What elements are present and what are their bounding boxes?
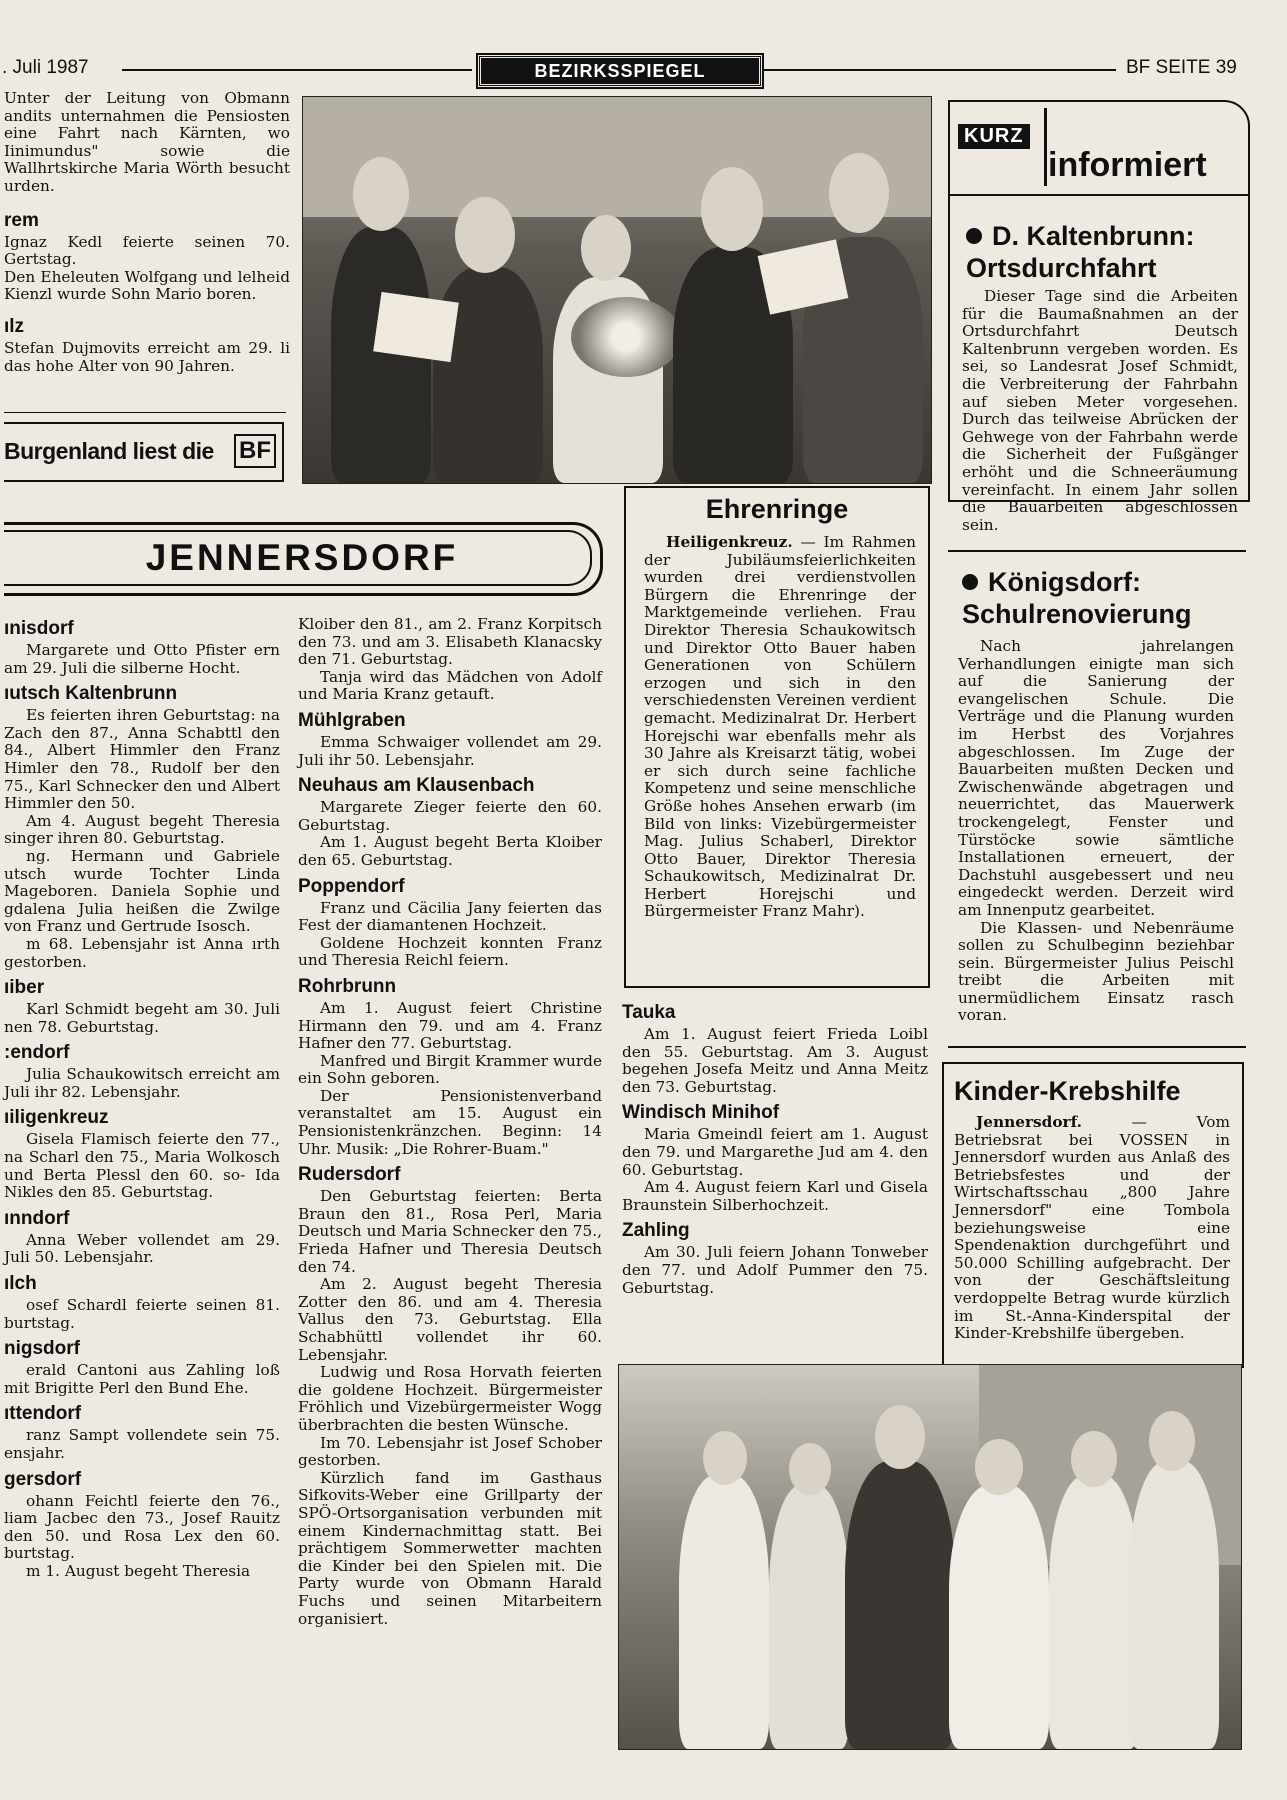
bullet-icon (966, 228, 982, 244)
person-figure (949, 1485, 1049, 1749)
place-text: Am 2. August begeht Theresia Zotter den 86. und am 4. Theresia Vallus den 73. Geburtstag. Ella Schabhüttl vollendet ihr 60. Lebensjahr. (298, 1275, 602, 1364)
place-heading: Mühlgraben (298, 709, 406, 731)
page-number: BF SEITE 39 (1126, 57, 1237, 78)
person-head (353, 157, 409, 231)
jennersdorf-col-1 (4, 612, 280, 1581)
place-heading: Zahling (622, 1220, 690, 1242)
place-heading: Rohrbrunn (298, 975, 397, 997)
kurz-informiert-box (948, 100, 1250, 534)
kurz-article-2-text: Nach jahrelangen Verhandlungen einigte man sich auf die Sanierung der evangelischen Schule. Die Verträge und die Planung wurden im Herbst des Vorjahres abgeschlossen. Im Zuge der Bauarbeiten mußten Decken und Zwischenwände abgetragen und neuerrichtet, das Mauerwerk trockengelegt, Fenster und Türstöcke sowie sämtliche Installationen erneuert, der Dachstuhl ausgebessert und neu eingedeckt werden. Derzeit wird am Innenputz gearbeitet. (958, 637, 1234, 919)
promo-box (4, 422, 284, 482)
place-text: osef Schardl feierte seinen 81. burtstag. (4, 1296, 280, 1332)
top-left-text: Stefan Dujmovits erreicht am 29. li das hohe Alter von 90 Jahren. (4, 338, 290, 375)
place-text: Julia Schaukowitsch erreicht am Juli ihr 82. Lebensjahr. (4, 1065, 280, 1101)
promo-text: Burgenland liest die (4, 438, 214, 464)
kurz-divider (1044, 108, 1047, 186)
top-left-heading-1: rem (4, 209, 39, 231)
person-figure (1129, 1461, 1219, 1749)
place-text: Tanja wird das Mädchen von Adolf und Maria Kranz getauft. (298, 667, 602, 704)
place-text: Den Geburtstag feierten: Berta Braun den 81., Rosa Perl, Maria Deutsch und Maria Schnecker den 75., Frieda Hafner und Theresia Deutsch den 74. (298, 1187, 602, 1276)
place-text: Kürzlich fand im Gasthaus Sifkovits-Weber eine Grillparty der SPÖ-Ortsorganisation verbunden mit einem Kindernachmittag statt. Bei prächtigem Sommerwetter machten die Kinder bei den Spielen mit. Die Party wurde von Obmann Harald Fuchs und seinen Mitarbeitern organisiert. (298, 1468, 602, 1628)
jennersdorf-col-2 (298, 616, 602, 1628)
place-text: Im 70. Lebensjahr ist Josef Schober gestorben. (298, 1433, 602, 1470)
place-heading: ıutsch Kaltenbrunn (4, 683, 178, 705)
krebshilfe-title: Kinder-Krebshilfe (954, 1076, 1181, 1106)
person-head (1071, 1431, 1117, 1487)
kurz-title: informiert (1048, 146, 1207, 184)
place-text: Maria Gmeindl feiert am 1. August den 79. und Margarethe Jud am 4. den 60. Geburtstag. (622, 1125, 928, 1179)
person-head (701, 167, 763, 251)
place-text: Am 4. August begeht Theresia singer ihren 80. Geburtstag. (4, 811, 280, 848)
place-heading: ınndorf (4, 1207, 70, 1229)
place-heading: Tauka (622, 1002, 676, 1023)
place-text: Margarete Zieger feierte den 60. Geburtstag. (298, 798, 602, 834)
place-text: erald Cantoni aus Zahling loß mit Brigitte Perl den Bund Ehe. (4, 1361, 280, 1397)
place-text: Am 30. Juli feiern Johann Tonweber den 77. und Adolf Pummer den 75. Geburtstag. (622, 1243, 928, 1297)
bouquet (571, 297, 681, 377)
top-left-heading-2: ılz (4, 315, 25, 337)
top-left-text: Ignaz Kedl feierte seinen 70. Gertstag. (4, 232, 290, 269)
place-text: Goldene Hochzeit konnten Franz und Theresia Reichl feiern. (298, 933, 602, 970)
place-heading: Neuhaus am Klausenbach (298, 775, 535, 797)
person-figure (1049, 1475, 1139, 1749)
place-heading: ılch (4, 1273, 37, 1295)
person-head (875, 1405, 925, 1469)
ehrenringe-box (624, 486, 930, 988)
bullet-icon (962, 574, 978, 590)
person-figure (845, 1461, 955, 1749)
jennersdorf-title: JENNERSDORF (145, 537, 459, 578)
person-figure (433, 267, 543, 483)
top-left-text: Den Eheleuten Wolfgang und lelheid Kienzl wurde Sohn Mario boren. (4, 267, 290, 304)
place-text: ranz Sampt vollendete sein 75. ensjahr. (4, 1426, 280, 1462)
place-text: Anna Weber vollendet am 29. Juli 50. Lebensjahr. (4, 1230, 280, 1267)
kurz-article-2-text: Die Klassen- und Nebenräume sollen zu Schulbeginn beziehbar sein. Bürgermeister Julius Peischl treibt die Arbeiten mit unermüdlichem Einsatz rasch voran. (958, 918, 1234, 1025)
place-text: Franz und Cäcilia Jany feierten das Fest der diamantenen Hochzeit. (298, 898, 602, 935)
place-heading: Poppendorf (298, 875, 405, 897)
place-heading: Windisch Minihof (622, 1102, 780, 1124)
top-left-column (4, 90, 290, 375)
place-text: Kloiber den 81., am 2. Franz Korpitsch den 73. und am 3. Elisabeth Klanacsky den 71. Geburtstag. (298, 615, 602, 669)
place-text: Ludwig und Rosa Horvath feierten die goldene Hochzeit. Bürgermeister Fröhlich und Vizebürgermeister Wogg überbrachten die besten Wünsche. (298, 1363, 602, 1434)
place-text: ohann Feichtl feierte den 76., liam Jacbec den 73., Josef Rauitz den 50. und Rosa Lex den 60. burtstag. (4, 1491, 280, 1563)
krebshilfe-photo (618, 1364, 1242, 1750)
place-text: Margarete und Otto Pfister ern am 29. Juli die silberne Hocht. (4, 641, 280, 677)
place-text: Am 1. August feiert Christine Hirmann den 79. und am 4. Franz Hafner den 77. Geburtstag. (298, 998, 602, 1053)
person-head (455, 197, 515, 273)
person-figure (769, 1485, 849, 1749)
kurz-article-2-title: Königsdorf: Schulrenovierung (962, 567, 1192, 629)
place-text: m 68. Lebensjahr ist Anna ırth gestorben. (4, 934, 280, 971)
person-head (789, 1443, 831, 1495)
place-heading: nigsdorf (4, 1338, 80, 1360)
kurz-article-2-body (958, 638, 1234, 1025)
person-figure (679, 1475, 769, 1749)
person-head (581, 215, 631, 281)
header-date: . Juli 1987 (2, 57, 89, 78)
place-text: Karl Schmidt begeht am 30. Juli nen 78. Geburtstag. (4, 1000, 280, 1036)
place-text: m 1. August begeht Theresia (26, 1561, 251, 1580)
place-text: ng. Hermann und Gabriele utsch wurde Tochter Linda Mageboren. Daniela Sophie und gdalena Julia heißen die Zwilge von Franz und Gertrude Isosch. (4, 846, 280, 936)
krebshilfe-box (942, 1062, 1244, 1368)
divider (948, 550, 1246, 552)
top-left-intro: Unter der Leitung von Obmann andits unternahmen die Pensiosten eine Fahrt nach Kärnten, wo Iinimundus" sowie die Wallhrtskirche Maria Wörth besucht urden. (4, 89, 290, 195)
ehrenringe-title: Ehrenringe (705, 494, 849, 524)
place-text: Emma Schwaiger vollendet am 29. Juli ihr 50. Lebensjahr. (298, 732, 602, 769)
place-heading: ıttendorf (4, 1403, 82, 1425)
certificate (373, 292, 459, 362)
header-rule-right (764, 69, 1116, 71)
ehrenringe-dateline: Heiligenkreuz. (666, 533, 793, 551)
place-text: Es feierten ihren Geburtstag: na Zach den 87., Anna Schabttl den 84., Albert Himmler den Franz Himler den 78., Rudolf ber den 75., Karl Schnecker den und Albert Himmler den 50. (4, 706, 280, 813)
place-heading: ıiber (4, 977, 45, 999)
kurz-tag: KURZ (958, 124, 1030, 149)
krebshilfe-body (954, 1114, 1230, 1343)
place-heading: ıiligenkreuz (4, 1107, 109, 1129)
promo-logo: BF (234, 434, 276, 468)
place-heading: :endorf (4, 1042, 70, 1064)
place-text: Der Pensionistenverband veranstaltet am 15. August ein Pensionistenkränzchen. Beginn: 14 Uhr. Musik: „Die Rohrer-Buam." (298, 1086, 602, 1158)
person-head (703, 1431, 747, 1485)
kurz-article-1-title: D. Kaltenbrunn: Ortsdurchfahrt (966, 221, 1195, 283)
place-text: Am 1. August begeht Berta Kloiber den 65. Geburtstag. (298, 833, 602, 869)
place-heading: ınisdorf (4, 618, 74, 639)
place-text: Manfred und Birgit Krammer wurde ein Sohn geboren. (298, 1051, 603, 1088)
krebshilfe-dateline: Jennersdorf. (976, 1113, 1082, 1131)
place-text: Am 1. August feiert Frieda Loibl den 55. Geburtstag. Am 3. August begehen Josefa Meitz und Anna Meitz den 73. Geburtstag. (622, 1025, 928, 1096)
divider (4, 412, 286, 413)
ehrenringe-body (644, 534, 916, 921)
krebshilfe-text: — Vom Betriebsrat bei VOSSEN in Jennersdorf wurden aus Anlaß des Betriebsfestes und der Wirtschaftsschau „800 Jahre Jennersdorf" eine Tombola beziehungsweise eine Spendenaktion durchgeführt und 50.000 Schilling aufgebracht. Der von der Geschäftsleitung verdoppelte Betrag wurde kürzlich im St.-Anna-Kinderspital der Kinder-Krebshilfe übergeben. (954, 1113, 1230, 1343)
person-head (975, 1439, 1023, 1495)
ehrenringe-text: — Im Rahmen der Jubiläumsfeierlichkeiten wurden drei verdienstvollen Bürgern die Ehrenringe der Marktgemeinde verliehen. Frau Direktor Theresia Schaukowitsch und Direktor Otto Bauer haben Generationen von Schülern erzogen und sich in den verschiedensten Vereinen verdient gemacht. Medizinalrat Dr. Herbert Horejschi war ebenfalls mehr als 30 Jahre als Kreisarzt tätig, wobei er sich durch seine fachliche Kompetenz und seine menschliche Größe hohes Ansehen erwarb (im Bild von links: Vizebürgermeister Mag. Julius Schaberl, Direktor Otto Bauer, Direktor Theresia Schaukowitsch, Medizinalrat Dr. Herbert Horejschi und Bürgermeister Franz Mahr). (644, 533, 916, 921)
header-rule-left (122, 69, 472, 71)
person-head (829, 153, 889, 233)
place-heading: gersdorf (4, 1468, 82, 1490)
place-text: Gisela Flamisch feierte den 77., na Scharl den 75., Maria Wolkosch und Berta Plessl den 60. so- Ida Nikles den 85. Geburtstag. (4, 1130, 280, 1202)
jennersdorf-col-3 (622, 996, 928, 1297)
place-text: Am 4. August feiern Karl und Gisela Braunstein Silberhochzeit. (622, 1178, 928, 1214)
place-heading: Rudersdorf (298, 1164, 401, 1186)
kurz-rule (950, 194, 1248, 196)
jennersdorf-banner (4, 522, 603, 596)
section-title: BEZIRKSSPIEGEL (478, 55, 762, 87)
ehrenringe-photo (302, 96, 932, 484)
divider (948, 1046, 1246, 1048)
person-head (1149, 1411, 1195, 1471)
kurz-article-1-body: Dieser Tage sind die Arbeiten für die Baumaßnahmen an der Ortsdurchfahrt Deutsch Kaltenbrunn vergeben worden. Es sei, so Landesrat Josef Schmidt, die Verbreiterung der Fahrbahn auf sieben Meter vorgesehen. Durch das teilweise Abrücken der Gehwege von der Fahrbahn werde die Sicherheit der Fußgänger erhöht und die Schneeräumung vereinfacht. In einem Jahr sollen die Bauarbeiten abgeschlossen sein. (962, 287, 1238, 534)
